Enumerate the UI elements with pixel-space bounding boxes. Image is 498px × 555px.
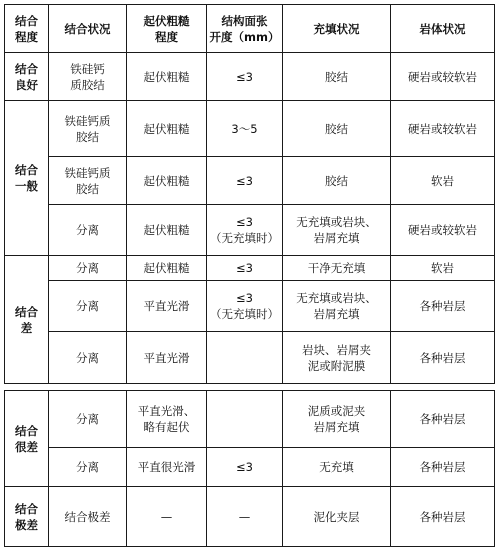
roughness-cell: 起伏粗糙: [127, 157, 207, 205]
rock-mass-joint-table: [4, 4, 495, 547]
bonding-status-cell: 铁硅钙质 胶结: [49, 101, 127, 157]
header-row: [5, 5, 495, 53]
bonding-status-cell: 铁硅钙 质胶结: [49, 53, 127, 101]
table-row: [5, 487, 495, 547]
bonding-status-cell: 分离: [49, 391, 127, 448]
bonding-status-cell: 分离: [49, 256, 127, 281]
rock-condition-cell: 各种岩层: [391, 448, 495, 487]
rock-condition-cell: 各种岩层: [391, 487, 495, 547]
rock-condition-cell: 软岩: [391, 157, 495, 205]
roughness-cell: 平直光滑: [127, 281, 207, 332]
roughness-cell: —: [127, 487, 207, 547]
roughness-cell: 起伏粗糙: [127, 205, 207, 256]
roughness-cell: 起伏粗糙: [127, 53, 207, 101]
aperture-cell: ≤3: [207, 256, 283, 281]
aperture-cell: 3～5: [207, 101, 283, 157]
document-page: [4, 4, 494, 552]
rock-condition-cell: 硬岩或较软岩: [391, 101, 495, 157]
aperture-cell: ≤3: [207, 157, 283, 205]
aperture-cell: ≤3: [207, 448, 283, 487]
table-row: [5, 391, 495, 448]
aperture-cell: ≤3 （无充填时）: [207, 281, 283, 332]
filling-cell: 无充填: [283, 448, 391, 487]
rock-condition-cell: 各种岩层: [391, 391, 495, 448]
filling-cell: 无充填或岩块、 岩屑充填: [283, 205, 391, 256]
filling-cell: 胶结: [283, 53, 391, 101]
rock-condition-cell: 硬岩或较软岩: [391, 53, 495, 101]
rock-condition-cell: 软岩: [391, 256, 495, 281]
roughness-cell: 平直很光滑: [127, 448, 207, 487]
bonding-status-cell: 结合极差: [49, 487, 127, 547]
filling-cell: 无充填或岩块、 岩屑充填: [283, 281, 391, 332]
bonding-degree-cell: 结合 一般: [5, 101, 49, 256]
roughness-cell: 平直光滑: [127, 332, 207, 384]
aperture-cell: ≤3 （无充填时）: [207, 205, 283, 256]
table-row: [5, 448, 495, 487]
filling-cell: 泥质或泥夹 岩屑充填: [283, 391, 391, 448]
table-row: [5, 256, 495, 281]
bonding-status-cell: 分离: [49, 281, 127, 332]
bonding-degree-cell: 结合 差: [5, 256, 49, 384]
filling-cell: 胶结: [283, 101, 391, 157]
aperture-cell: [207, 391, 283, 448]
header-filling: 充填状况: [283, 5, 391, 53]
filling-cell: 岩块、岩屑夹 泥或附泥膜: [283, 332, 391, 384]
aperture-cell: ≤3: [207, 53, 283, 101]
filling-cell: 泥化夹层: [283, 487, 391, 547]
bonding-degree-cell: 结合 极差: [5, 487, 49, 547]
bonding-status-cell: 分离: [49, 448, 127, 487]
bonding-status-cell: 分离: [49, 332, 127, 384]
table-row: [5, 101, 495, 157]
aperture-cell: —: [207, 487, 283, 547]
aperture-cell: [207, 332, 283, 384]
header-roughness: 起伏粗糙 程度: [127, 5, 207, 53]
bonding-degree-cell: 结合 很差: [5, 391, 49, 487]
rock-condition-cell: 各种岩层: [391, 332, 495, 384]
rock-condition-cell: 各种岩层: [391, 281, 495, 332]
roughness-cell: 起伏粗糙: [127, 256, 207, 281]
header-aperture: 结构面张 开度（mm）: [207, 5, 283, 53]
section-gap: [5, 384, 495, 391]
bonding-status-cell: 铁硅钙质 胶结: [49, 157, 127, 205]
filling-cell: 胶结: [283, 157, 391, 205]
header-bonding-degree: 结合 程度: [5, 5, 49, 53]
header-bonding-status: 结合状况: [49, 5, 127, 53]
bonding-status-cell: 分离: [49, 205, 127, 256]
rock-condition-cell: 硬岩或较软岩: [391, 205, 495, 256]
header-rock-condition: 岩体状况: [391, 5, 495, 53]
table-row: [5, 281, 495, 332]
table-row: [5, 205, 495, 256]
filling-cell: 干净无充填: [283, 256, 391, 281]
roughness-cell: 平直光滑、 略有起伏: [127, 391, 207, 448]
bonding-degree-cell: 结合 良好: [5, 53, 49, 101]
table-row: [5, 53, 495, 101]
table-row: [5, 332, 495, 384]
table-row: [5, 157, 495, 205]
roughness-cell: 起伏粗糙: [127, 101, 207, 157]
